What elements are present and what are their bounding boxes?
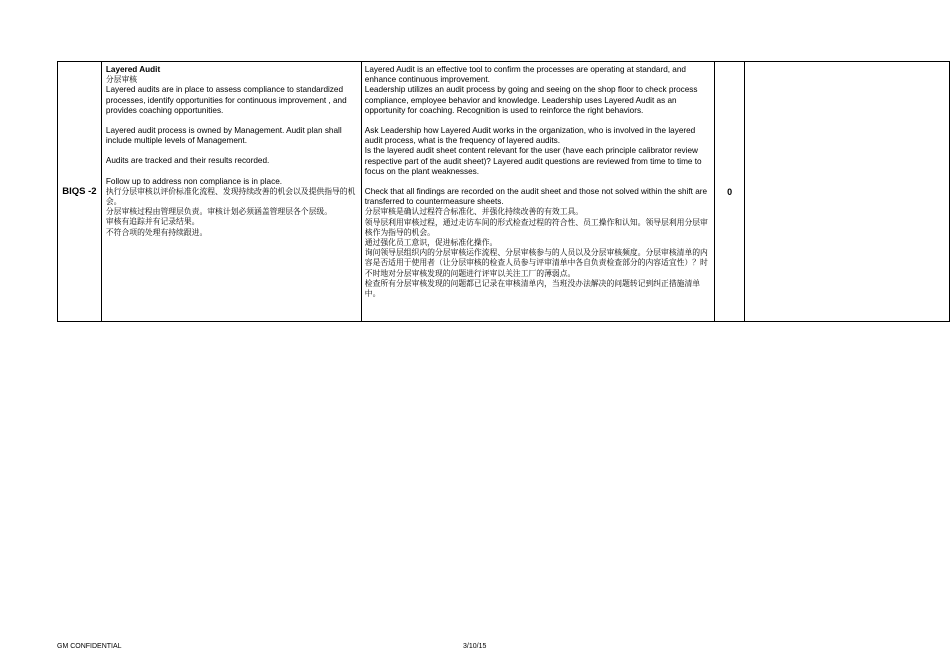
requirement-zh3: 审核有追踪并有记录结果。 (105, 217, 200, 227)
audit-table (57, 61, 950, 322)
guidance-zh5: 检查所有分层审核发现的问题都已记录在审核清单内，当班没办法解决的问题转记到纠正措施清单中。 (364, 278, 701, 299)
requirement-p1: Layered audits are in place to assess compliance to standardized processes, identify opportunities for continuous improvement , and provides coaching opportunities. (105, 85, 347, 115)
requirement-p2: Layered audit process is owned by Management. Audit plan shall include multiple levels of Management. (105, 126, 342, 146)
guidance-p2: Leadership utilizes an audit process by going and seeing on the shop floor to check process compliance, employee behavior and knowledge. Leadership uses Layered Audit as an opportunity for coaching. Recognition is used to reinforce the right behaviors. (364, 85, 698, 115)
guidance-zh1: 分层审核是确认过程符合标准化、并强化持续改善的有效工具。 (364, 207, 584, 217)
requirement-p4: Follow up to address non compliance is in place. (105, 176, 283, 186)
table-row (58, 62, 950, 322)
guidance-zh3: 通过强化员工意识，促进标准化操作。 (364, 238, 498, 248)
requirement-zh4: 不符合项的处理有持续跟进。 (105, 227, 208, 237)
requirement-title-zh: 分层审核 (105, 75, 138, 85)
requirement-p3: Audits are tracked and their results recorded. (105, 156, 270, 166)
score-cell: 0 (715, 62, 745, 322)
guidance-p5: Check that all findings are recorded on the audit sheet and those not solved within the shift are transferred to countermeasure sheets. (364, 187, 708, 207)
audit-sheet (57, 61, 950, 322)
requirement-zh2: 分层审核过程由管理层负责。审核计划必须涵盖管理层各个层级。 (105, 207, 332, 217)
guidance-zh4: 询问领导层组织内的分层审核运作流程、分层审核参与的人员以及分层审核频度。分层审核清单的内容是否适用于使用者（让分层审核的检查人员参与评审清单中各自负责检查部分的内容适宜性）？时不时地对分层审核发现的问题进行评审以关注工厂的薄弱点。 (364, 248, 708, 278)
requirement-title: Layered Audit (105, 65, 161, 74)
requirement-zh1: 执行分层审核以评价标准化流程、发现持续改善的机会以及提供指导的机会。 (105, 186, 356, 207)
requirement-cell (101, 62, 361, 322)
guidance-p1: Layered Audit is an effective tool to confirm the processes are operating at standard, and enhance continuous improvement. (364, 65, 686, 85)
guidance-p3: Ask Leadership how Layered Audit works in the organization, who is involved in the layered audit process, what is the frequency of layered audits. (364, 126, 696, 146)
footer-confidential: GM CONFIDENTIAL (57, 643, 122, 650)
guidance-cell (361, 62, 714, 322)
footer-date: 3/10/15 (463, 643, 487, 650)
item-id: BIQS -2 (58, 62, 102, 322)
notes-cell (745, 62, 950, 322)
guidance-zh2: 领导层利用审核过程，通过走访车间的形式检查过程的符合性、员工操作和认知。领导层利用分层审核作为指导的机会。 (364, 217, 708, 237)
guidance-p4: Is the layered audit sheet content relevant for the user (have each principle calibrator review respective part of the audit sheet)? Layered audit questions are reviewed from time to time to focus on the plant weaknesses. (364, 146, 702, 176)
